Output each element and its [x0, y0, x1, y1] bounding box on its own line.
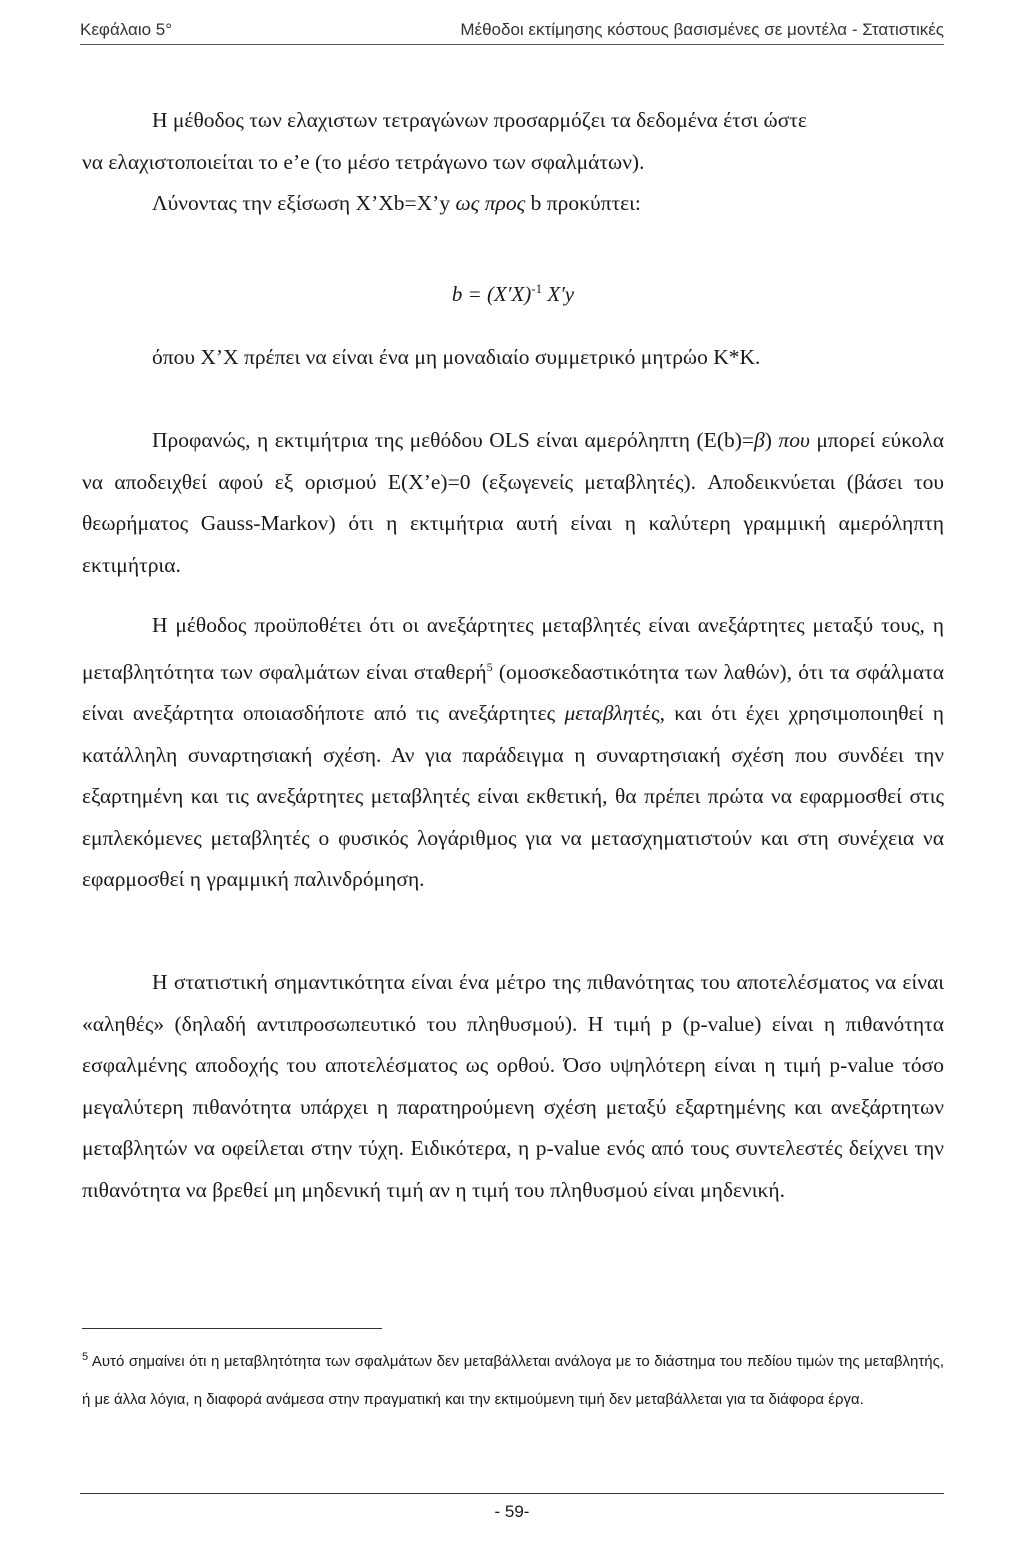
- paragraph-ols: [82, 420, 944, 586]
- footnote-divider: [82, 1328, 382, 1329]
- paragraph-least-squares: [82, 100, 944, 225]
- text-span: Προφανώς, η εκτιμήτρια της μεθόδου OLS είναι αμερόληπτη (E(b)=: [152, 428, 755, 452]
- text-span-italic: μεταβλη: [564, 701, 634, 726]
- equation-lhs: b = (X′X): [451, 282, 532, 306]
- footnote-number: 5: [82, 1351, 89, 1363]
- page-header: [80, 20, 944, 45]
- page-number: - 59-: [494, 1502, 530, 1521]
- text-span: (ομοσκεδαστικότητα των λαθών), ότι τα σφάλματα είναι ανεξάρτητα οποιασδήποτε από τις ανεξάρτητες: [82, 659, 944, 726]
- paragraph-significance: [82, 962, 944, 1211]
- text-span: Η μέθοδος προϋποθέτει ότι οι ανεξάρτητες μεταβλητές είναι ανεξάρτητες μεταξύ τους, η μεταβλητότητα των σφαλμάτων είναι σταθερή: [82, 613, 944, 684]
- text-line: [82, 183, 944, 225]
- paragraph-matrix-note: [82, 337, 944, 379]
- footnote: [82, 1338, 944, 1419]
- footnote-ref: 5: [486, 659, 493, 674]
- beta-symbol: β: [754, 428, 765, 452]
- text-span: Λύνοντας την εξίσωση X’Xb=X’y: [152, 191, 456, 215]
- text-span-italic: που: [778, 428, 810, 452]
- footnote-text: Αυτό σημαίνει ότι η μεταβλητότητα των σφαλμάτων δεν μεταβάλλεται ανάλογα με το διάστημα του πεδίου τιμών της μεταβλητής, ή με άλλα λόγια, η διαφορά ανάμεσα στην πραγματική και την εκτιμούμενη τιμή δεν μεταβάλλεται για τα διάφορα έργα.: [82, 1353, 944, 1408]
- footer-divider: [80, 1493, 944, 1494]
- text-span: μπορεί εύκολα να αποδειχθεί αφού εξ ορισμού E(X’e)=0 (εξωγενείς μεταβλητές). Αποδεικνύεται (βάσει του θεωρήματος Gauss-Markov) ότι η εκτιμήτρια αυτή είναι η καλύτερη γραμμική αμερόληπτη εκτιμήτρια.: [82, 428, 944, 577]
- text-span: ): [764, 428, 779, 452]
- text-paragraph: [82, 420, 944, 586]
- text-span-italic: ως προς: [455, 191, 526, 215]
- text-line: όπου X’X πρέπει να είναι ένα μη μοναδιαίο συμμετρικό μητρώο Κ*Κ.: [152, 345, 761, 369]
- chapter-label: Κεφάλαιο 5°: [80, 20, 173, 39]
- equation-exponent: -1: [531, 281, 543, 296]
- text-span: b προκύπτει:: [525, 191, 641, 215]
- text-line: Η μέθοδος των ελαχιστων τετραγώνων προσαρμόζει τα δεδομένα έτσι ώστε: [152, 108, 807, 132]
- text-paragraph: [82, 605, 944, 901]
- text-span: τές, και ότι έχει χρησιμοποιηθεί η κατάλληλη συναρτησιακή σχέση. Αν για παράδειγμα η συναρτησιακή σχέση που συνδέει την εξαρτημένη και τις ανεξάρτητες μεταβλητές είναι εκθετική, θα πρέπει πρώτα να εφαρμοσθεί στις εμπλεκόμενες μεταβλητές ο φυσικός λογάριθμος για να μετασχηματιστούν και στη συνέχεια να εφαρμοσθεί η γραμμική παλινδρόμηση.: [82, 701, 944, 892]
- text-paragraph: Η στατιστική σημαντικότητα είναι ένα μέτρο της πιθανότητας του αποτελέσματος να είναι «αληθές» (δηλαδή αντιπροσωπευτικό του πληθυσμού). Η τιμή p (p-value) είναι η πιθανότητα εσφαλμένης αποδοχής του αποτελέσματος ως ορθού. Όσο υψηλότερη είναι η τιμή p-value τόσο μεγαλύτερη πιθανότητα υπάρχει η παρατηρούμενη σχέση μεταξύ εξαρτημένης και ανεξάρτητων μεταβλητών να οφείλεται στην τύχη. Ειδικότερα, η p-value ενός από τους συντελεστές δείχνει την πιθανότητα να βρεθεί μη μηδενική τιμή αν η τιμή του πληθυσμού είναι μηδενική.: [82, 970, 944, 1202]
- equation-rhs: X′y: [542, 282, 575, 306]
- paragraph-assumptions: [82, 605, 944, 901]
- text-line: να ελαχιστοποιείται το e’e (το μέσο τετράγωνο των σφαλμάτων).: [82, 149, 645, 174]
- equation: [82, 268, 944, 316]
- chapter-title: Μέθοδοι εκτίμησης κόστους βασισμένες σε μοντέλα - Στατιστικές: [460, 20, 944, 39]
